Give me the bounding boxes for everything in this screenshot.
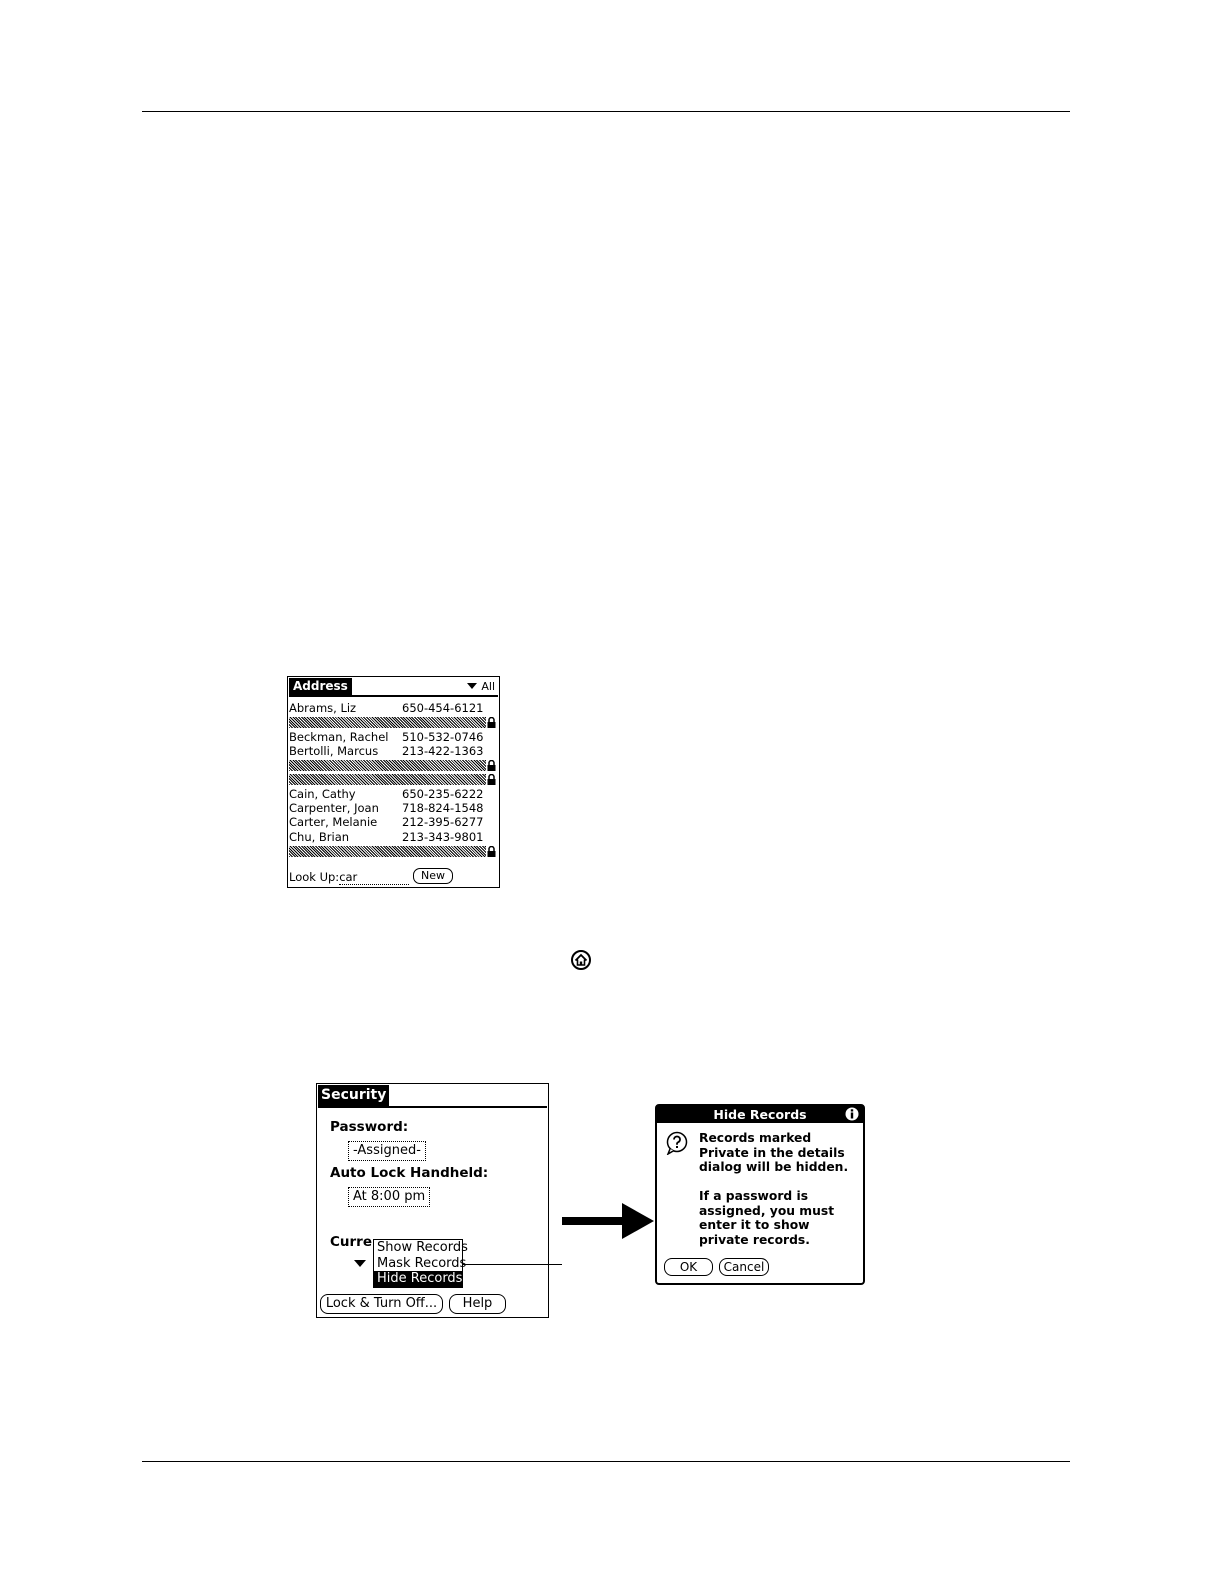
row-name: Beckman, Rachel	[289, 729, 389, 744]
address-row[interactable]	[289, 787, 497, 801]
question-icon	[666, 1131, 690, 1155]
address-row[interactable]	[289, 801, 497, 815]
address-list	[289, 701, 497, 858]
menu-item-mask-records[interactable]: Mask Records	[377, 1255, 467, 1271]
home-icon	[571, 950, 591, 970]
mask-pattern	[289, 760, 486, 771]
row-name: Abrams, Liz	[289, 701, 357, 715]
security-title-bar	[318, 1085, 547, 1108]
lookup-input[interactable]: car	[339, 870, 409, 885]
address-row[interactable]	[289, 830, 497, 844]
address-row[interactable]	[289, 744, 497, 758]
row-name: Bertolli, Marcus	[289, 743, 379, 758]
masked-record-row[interactable]	[289, 715, 497, 729]
autolock-label: Auto Lock Handheld:	[330, 1165, 489, 1181]
row-phone: 212-395-6277	[402, 815, 484, 830]
lock-icon	[487, 717, 496, 728]
mask-pattern	[289, 717, 486, 728]
row-phone: 650-454-6121	[402, 701, 484, 715]
category-picker[interactable]	[467, 679, 495, 694]
address-row[interactable]	[289, 701, 497, 715]
masked-record-row[interactable]	[289, 772, 497, 786]
row-name: Cain, Cathy	[289, 786, 356, 801]
security-screen	[316, 1083, 549, 1318]
row-name: Carpenter, Joan	[289, 801, 379, 816]
lookup-label: Look Up:	[289, 869, 340, 884]
menu-item-hide-records[interactable]: Hide Records	[374, 1271, 462, 1287]
category-label: All	[481, 680, 495, 693]
dialog-title-bar	[657, 1106, 863, 1123]
dropdown-triangle-icon	[467, 683, 477, 689]
address-screen	[287, 676, 500, 888]
row-phone: 213-343-9801	[402, 829, 484, 844]
address-row[interactable]	[289, 730, 497, 744]
current-privacy-label: Curre	[330, 1234, 372, 1250]
row-phone: 213-422-1363	[402, 743, 484, 758]
mask-pattern	[289, 846, 486, 857]
help-button[interactable]: Help	[449, 1294, 506, 1314]
dialog-message: Records marked Private in the details dialog will be hidden. If a password is assigned, you must enter it to show private records.	[699, 1131, 849, 1247]
callout-line	[462, 1264, 562, 1265]
lock-icon	[487, 760, 496, 771]
cancel-button[interactable]: Cancel	[719, 1258, 769, 1276]
address-row[interactable]	[289, 815, 497, 829]
dropdown-triangle-icon[interactable]	[354, 1260, 366, 1267]
privacy-menu	[373, 1239, 468, 1288]
ok-button[interactable]: OK	[664, 1258, 713, 1276]
hide-records-dialog	[655, 1104, 865, 1285]
password-label: Password:	[330, 1119, 409, 1135]
row-name: Carter, Melanie	[289, 815, 378, 830]
menu-item-show-records[interactable]: Show Records	[377, 1240, 468, 1255]
masked-record-row[interactable]	[289, 758, 497, 772]
dialog-title: Hide Records	[713, 1107, 807, 1122]
footer-rule	[142, 1461, 1070, 1462]
lookup-area	[289, 870, 409, 885]
autolock-selector[interactable]: At 8:00 pm	[348, 1187, 430, 1207]
row-phone: 650-235-6222	[402, 786, 484, 801]
password-selector[interactable]: -Assigned-	[348, 1141, 426, 1161]
address-title-bar	[289, 678, 498, 697]
address-title: Address	[289, 678, 352, 695]
row-phone: 510-532-0746	[402, 729, 484, 744]
new-button[interactable]: New	[413, 868, 453, 884]
lock-turn-off-button[interactable]: Lock & Turn Off...	[320, 1294, 443, 1314]
mask-pattern	[289, 774, 486, 785]
info-icon[interactable]	[845, 1107, 859, 1121]
arrow-right-icon	[562, 1203, 654, 1239]
row-name: Chu, Brian	[289, 829, 350, 844]
lock-icon	[487, 846, 496, 857]
masked-record-row[interactable]	[289, 844, 497, 858]
lock-icon	[487, 774, 496, 785]
security-title: Security	[318, 1085, 389, 1106]
header-rule	[142, 111, 1070, 112]
row-phone: 718-824-1548	[402, 801, 484, 816]
